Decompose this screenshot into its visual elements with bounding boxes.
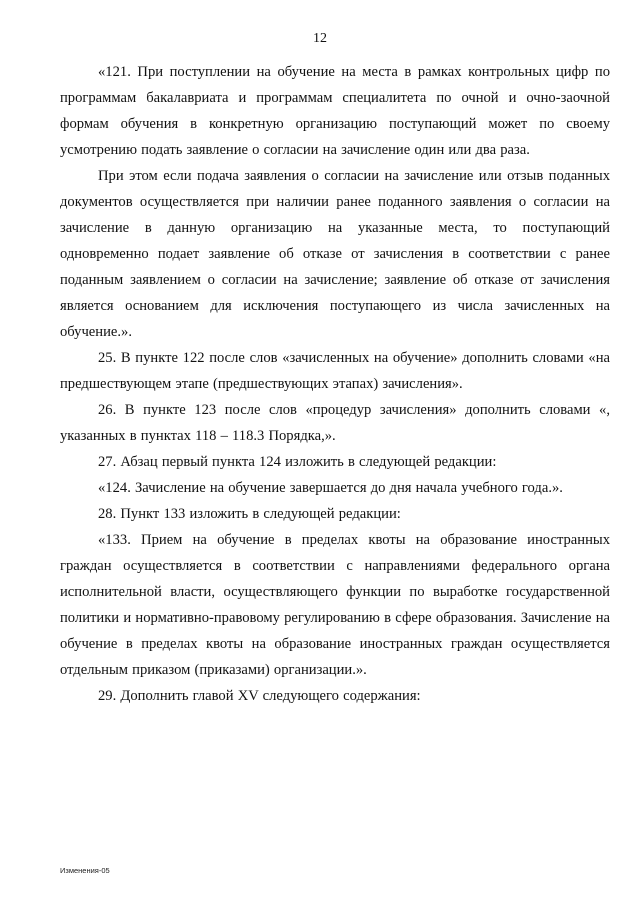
footer-label: Изменения-05: [60, 866, 110, 875]
paragraph-item-25: 25. В пункте 122 после слов «зачисленных на обучение» дополнить словами «на предшествующем этапе (предшествующих этапах) зачисления».: [60, 350, 610, 392]
paragraph-item-26: 26. В пункте 123 после слов «процедур зачисления» дополнить словами «, указанных в пунктах 118 – 118.3 Порядка,».: [60, 402, 610, 444]
paragraph-121-continuation: При этом если подача заявления о согласии на зачисление или отзыв поданных документов осуществляется при наличии ранее поданного заявления о согласии на зачисление в данную организацию на указанные места, то поступающий одновременно подает заявление об отказе от зачисления в соответствии с ранее поданным заявлением о согласии на зачисление; заявление об отказе от зачисления является основанием для исключения поступающего из числа зачисленных на обучение.».: [60, 168, 610, 340]
document-body: [60, 59, 610, 709]
paragraph-item-28: 28. Пункт 133 изложить в следующей редакции:: [98, 506, 401, 522]
paragraph-121: «121. При поступлении на обучение на места в рамках контрольных цифр по программам бакалавриата и программам специалитета по очной и очно-заочной формам обучения в конкретную организацию поступающий может по своему усмотрению подать заявление о согласии на зачисление один или два раза.: [60, 64, 610, 158]
page-number: 12: [313, 31, 327, 46]
paragraph-124: «124. Зачисление на обучение завершается до дня начала учебного года.».: [98, 480, 563, 496]
paragraph-item-27: 27. Абзац первый пункта 124 изложить в следующей редакции:: [98, 454, 497, 470]
paragraph-133: «133. Прием на обучение в пределах квоты на образование иностранных граждан осуществляется в соответствии с направлениями федерального органа исполнительной власти, осуществляющего функции по выработке государственной политики и нормативно-правовому регулированию в сфере образования. Зачисление на обучение в пределах квоты на образование иностранных граждан осуществляется отдельным приказом (приказами) организации.».: [60, 532, 610, 678]
paragraph-item-29: 29. Дополнить главой XV следующего содержания:: [98, 688, 421, 704]
